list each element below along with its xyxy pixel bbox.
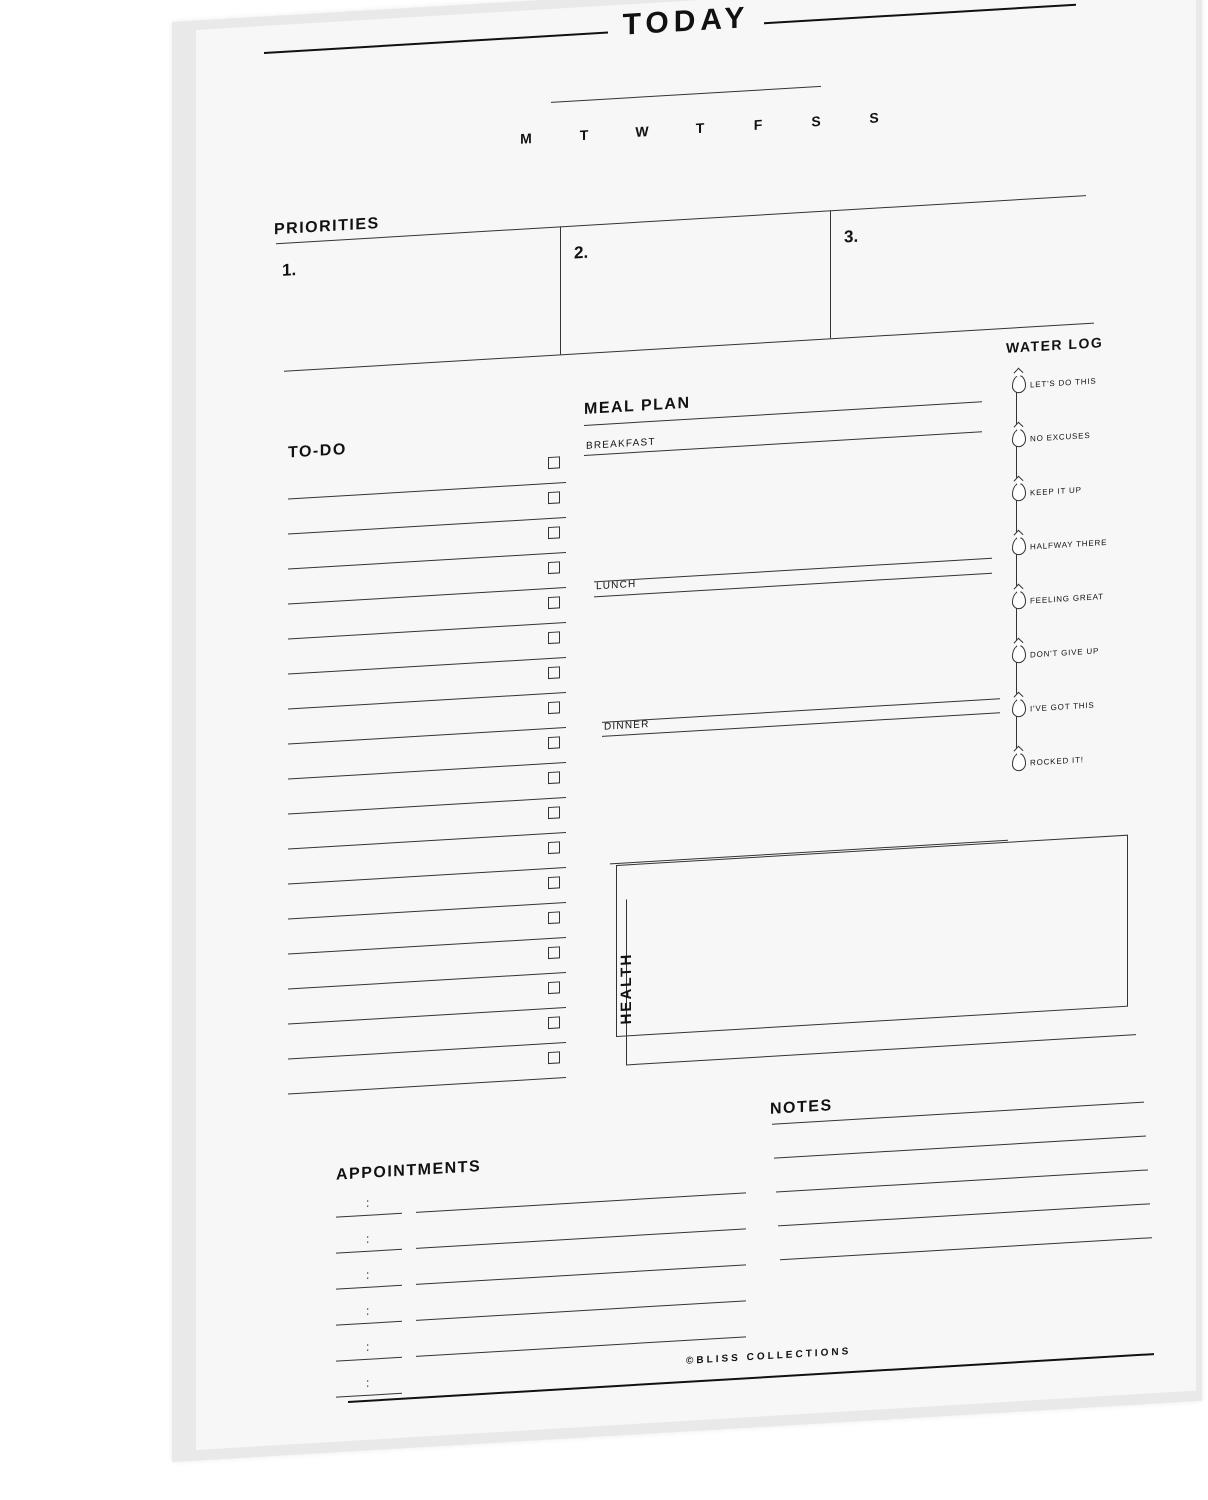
water-log-item[interactable]: I'VE GOT THIS bbox=[1008, 693, 1118, 720]
priority-3-number: 3. bbox=[844, 226, 859, 247]
appointment-row[interactable]: : bbox=[336, 1301, 756, 1362]
todo-checkbox[interactable] bbox=[548, 736, 560, 749]
todo-checkbox[interactable] bbox=[548, 841, 560, 854]
day-thursday[interactable]: T bbox=[695, 119, 705, 137]
page-title: TODAY bbox=[622, 1, 750, 42]
health-box-back[interactable] bbox=[616, 835, 1128, 1037]
water-drop-icon[interactable] bbox=[1012, 645, 1026, 664]
dinner-rule bbox=[602, 712, 1000, 737]
water-log-heading: WATER LOG bbox=[1006, 334, 1104, 356]
todo-checkbox[interactable] bbox=[548, 876, 560, 889]
priorities-bottom-rule bbox=[284, 323, 1094, 372]
water-drop-icon[interactable] bbox=[1012, 483, 1026, 502]
appointment-row[interactable]: : bbox=[336, 1157, 756, 1218]
health-bottom-rule bbox=[626, 1034, 1136, 1065]
todo-checkbox[interactable] bbox=[548, 631, 560, 644]
appointment-row[interactable]: : bbox=[336, 1229, 756, 1290]
notes-line[interactable] bbox=[780, 1237, 1152, 1260]
water-log-item[interactable]: LET'S DO THIS bbox=[1008, 369, 1118, 396]
day-tuesday[interactable]: T bbox=[579, 126, 589, 144]
todo-checkbox[interactable] bbox=[548, 526, 560, 539]
todo-checkbox[interactable] bbox=[548, 491, 560, 504]
day-monday[interactable]: M bbox=[520, 130, 532, 147]
todo-checkbox[interactable] bbox=[548, 666, 560, 679]
lunch-label: LUNCH bbox=[596, 578, 637, 593]
day-saturday[interactable]: S bbox=[811, 112, 821, 130]
health-label: HEALTH bbox=[618, 952, 635, 1025]
todo-checkbox[interactable] bbox=[548, 561, 560, 574]
water-log-list bbox=[1008, 369, 1128, 796]
appointment-time-field bbox=[336, 1393, 402, 1398]
notes-line[interactable] bbox=[776, 1169, 1148, 1192]
priorities-top-rule bbox=[276, 195, 1086, 244]
todo-checkbox[interactable] bbox=[548, 1051, 560, 1064]
appointment-row[interactable]: : bbox=[336, 1193, 756, 1254]
water-drop-icon[interactable] bbox=[1012, 699, 1026, 718]
todo-checkbox[interactable] bbox=[548, 456, 560, 469]
todo-checkbox[interactable] bbox=[548, 981, 560, 994]
breakfast-label: BREAKFAST bbox=[586, 436, 656, 452]
meal-plan-heading: MEAL PLAN bbox=[584, 394, 691, 418]
lunch-rule bbox=[594, 573, 992, 598]
todo-checkbox[interactable] bbox=[548, 946, 560, 959]
day-friday[interactable]: F bbox=[753, 116, 763, 133]
todo-checkbox[interactable] bbox=[548, 771, 560, 784]
todo-checkbox[interactable] bbox=[548, 911, 560, 924]
day-wednesday[interactable]: W bbox=[635, 123, 649, 140]
todo-checkbox[interactable] bbox=[548, 701, 560, 714]
todo-checkbox[interactable] bbox=[548, 1016, 560, 1029]
water-log-item[interactable]: DON'T GIVE UP bbox=[1008, 639, 1118, 666]
day-sunday[interactable]: S bbox=[869, 109, 879, 126]
priority-2-number: 2. bbox=[574, 242, 589, 263]
water-log-item[interactable]: HALFWAY THERE bbox=[1008, 531, 1118, 558]
breakfast-end-rule bbox=[594, 558, 992, 583]
dinner-label: DINNER bbox=[604, 719, 650, 733]
title-rule-left bbox=[264, 32, 608, 54]
priorities-heading: PRIORITIES bbox=[274, 215, 380, 239]
water-drop-icon[interactable] bbox=[1012, 753, 1026, 772]
water-log-item[interactable]: FEELING GREAT bbox=[1008, 585, 1118, 612]
notes-line[interactable] bbox=[778, 1203, 1150, 1226]
planner-sheet bbox=[196, 0, 1196, 1450]
todo-checkbox[interactable] bbox=[548, 596, 560, 609]
priority-1-number: 1. bbox=[282, 260, 297, 280]
water-drop-icon[interactable] bbox=[1012, 537, 1026, 556]
appointment-row[interactable]: : bbox=[336, 1337, 756, 1398]
water-log-item[interactable]: KEEP IT UP bbox=[1008, 477, 1118, 504]
appointments-heading: APPOINTMENTS bbox=[336, 1158, 482, 1184]
appointment-row[interactable]: : bbox=[336, 1265, 756, 1326]
water-drop-icon[interactable] bbox=[1012, 429, 1026, 448]
brand-footer: ©BLISS COLLECTIONS bbox=[686, 1346, 852, 1367]
water-log-item[interactable]: NO EXCUSES bbox=[1008, 423, 1118, 450]
water-drop-icon[interactable] bbox=[1012, 591, 1026, 610]
date-line bbox=[551, 86, 821, 103]
todo-checkbox[interactable] bbox=[548, 806, 560, 819]
water-log-item[interactable]: ROCKED IT! bbox=[1008, 747, 1118, 774]
weekday-row bbox=[516, 109, 884, 147]
title-rule-right bbox=[764, 4, 1076, 25]
todo-heading: TO-DO bbox=[288, 441, 347, 462]
notes-heading: NOTES bbox=[770, 1097, 833, 1118]
priorities-divider-2 bbox=[830, 210, 831, 338]
lunch-end-rule bbox=[602, 698, 1000, 723]
priorities-divider-1 bbox=[560, 226, 561, 354]
water-drop-icon[interactable] bbox=[1012, 375, 1026, 394]
notes-line[interactable] bbox=[774, 1136, 1146, 1159]
